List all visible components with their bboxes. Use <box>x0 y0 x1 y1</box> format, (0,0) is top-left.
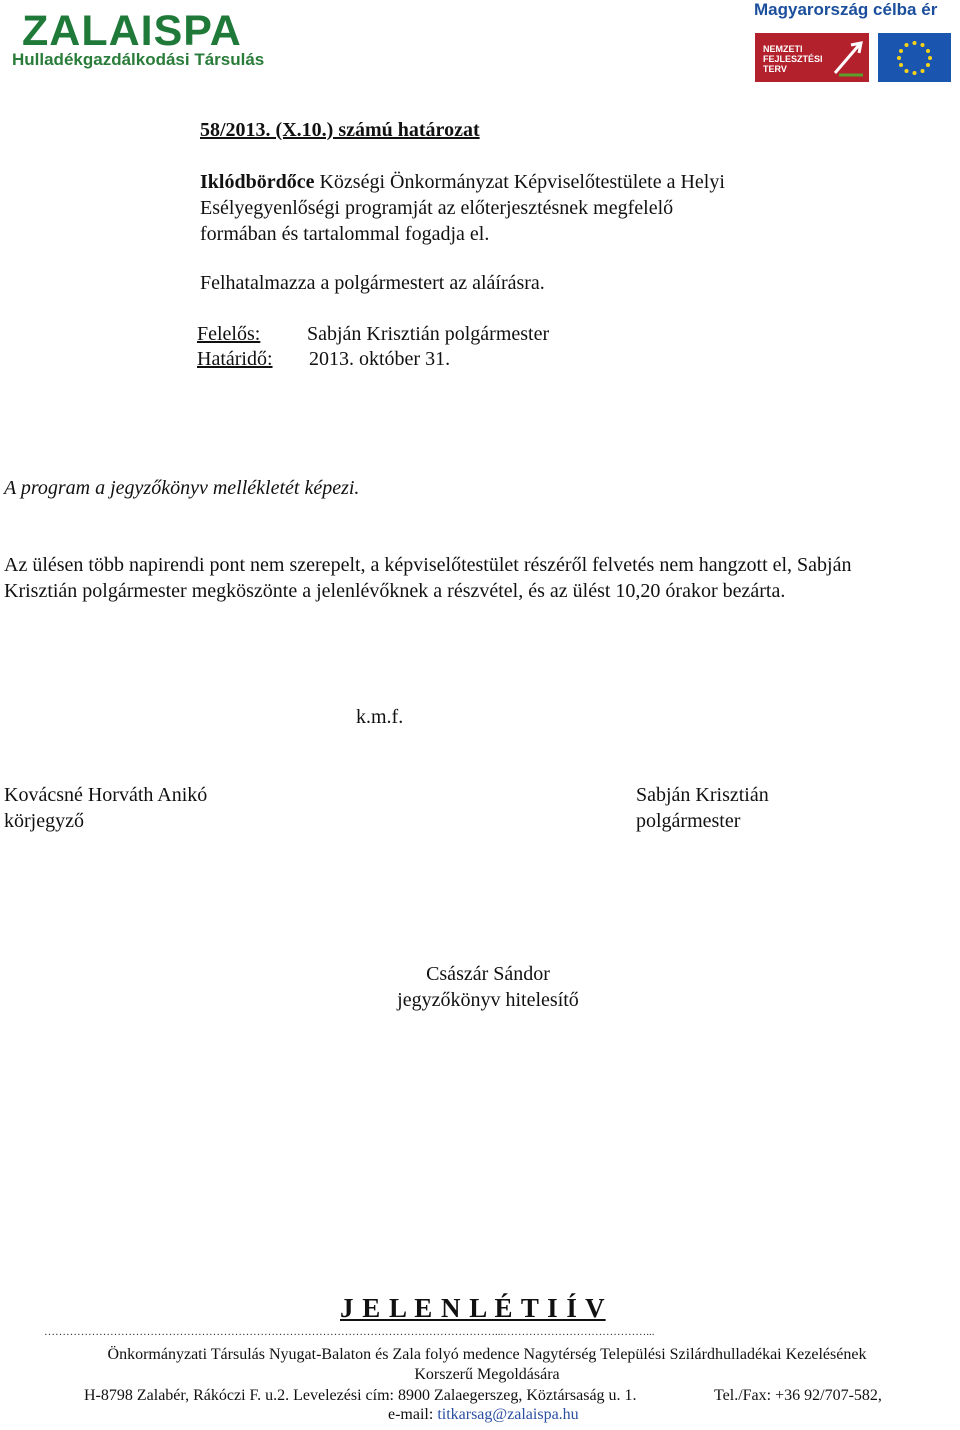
responsible-value: Sabján Krisztián polgármester <box>307 323 550 345</box>
closing-line: Krisztián polgármester megköszönte a jelenlévőknek a részvétel, és az ülést 10,20 órakor bezárta. <box>4 580 786 602</box>
municipality-name: Iklódbördőce <box>200 171 315 193</box>
nft-arrow-icon <box>755 33 869 82</box>
resolution-number: 58/2013. (X.10.) számú határozat <box>200 119 480 141</box>
nft-logo-line: TERV <box>763 64 787 74</box>
signature-left <box>4 782 207 834</box>
resolution-body-line: Községi Önkormányzat Képviselőtestülete a Helyi <box>314 171 725 193</box>
responsible-label: Felelős: <box>197 323 261 345</box>
signature-center <box>0 961 960 1013</box>
footer-org-line: Önkormányzati Társulás Nyugat-Balaton és Zala folyó medence Nagytérség Települési Szilárdhulladékai Kezelésének <box>107 1346 867 1363</box>
footer-address: H-8798 Zalabér, Rákóczi F. u.2. Levelezési cím: 8900 Zalaegerszeg, Köztársaság u. 1. <box>84 1387 637 1404</box>
authorization-text: Felhatalmazza a polgármestert az aláírásra. <box>200 272 545 294</box>
logo-subtitle: Hulladékgazdálkodási Társulás <box>12 50 265 69</box>
signature-name: Kovácsné Horváth Anikó <box>4 784 208 806</box>
nft-logo-line: FEJLESZTÉSI <box>763 54 823 64</box>
slogan: Magyarország célba ér <box>754 0 938 19</box>
footer-phone: Tel./Fax: +36 92/707-582, <box>714 1387 882 1404</box>
closing-line: Az ülésen több napirendi pont nem szerepelt, a képviselőtestület részéről felvetés nem hangzott el, Sabján <box>4 554 852 576</box>
signature-title: polgármester <box>636 810 741 832</box>
nft-logo-line: NEMZETI <box>763 44 803 54</box>
signature-title: körjegyző <box>4 810 84 832</box>
deadline-label: Határidő: <box>197 348 273 370</box>
footer-org-name <box>0 1345 960 1385</box>
eu-flag-icon <box>878 33 951 82</box>
footer-org-line: Korszerű Megoldására <box>414 1366 560 1383</box>
closing-paragraph <box>4 552 852 604</box>
resolution-body-line: formában és tartalommal fogadja el. <box>200 223 490 245</box>
signature-right <box>636 782 769 834</box>
resolution-body <box>200 169 725 247</box>
annex-note: A program a jegyzőkönyv mellékletét képezi. <box>4 477 360 499</box>
footer-email-line <box>388 1406 579 1424</box>
resolution-body-line: Esélyegyenlőségi programját az előterjesztésnek megfelelő <box>200 197 674 219</box>
signature-name: Császár Sándor <box>426 963 550 985</box>
footer-email-link[interactable]: titkarsag@zalaispa.hu <box>437 1406 579 1423</box>
signature-name: Sabján Krisztián <box>636 784 769 806</box>
deadline-value: 2013. október 31. <box>309 348 451 370</box>
footer-dots: ……………………………………………………………………………………………………………...…………………………………... <box>44 1326 655 1338</box>
logo-title: ZALAISPA <box>22 7 242 55</box>
nft-logo <box>755 33 869 82</box>
footer-email-label: e-mail: <box>388 1406 438 1423</box>
signature-title: jegyzőkönyv hitelesítő <box>397 989 579 1011</box>
attendance-title: J E L E N L É T I Í V <box>340 1293 606 1323</box>
kmf-text: k.m.f. <box>356 706 404 728</box>
